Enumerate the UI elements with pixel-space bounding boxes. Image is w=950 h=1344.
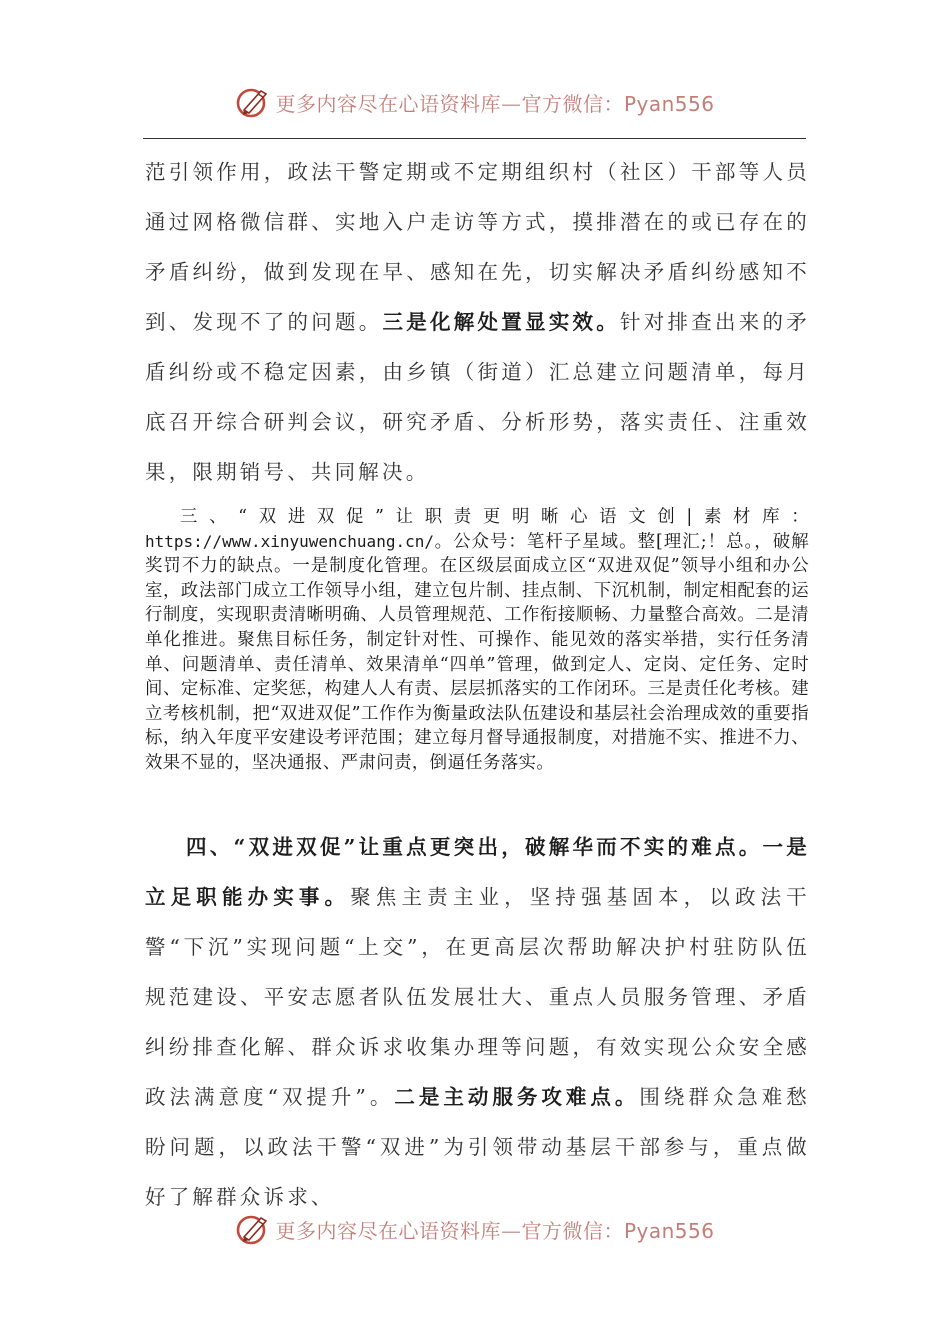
paragraph-3-text-b: 聚焦主责主业，坚持强基固本，以政法干警“下沉”实现问题“上交”，在更高层次帮助解决护村驻防队伍规范建设、平安志愿者队伍发展壮大、重点人员服务管理、矛盾纠纷排查化解、群众诉求收集办理等问题，有效实现公众安全感政法满意度“双提升”。 [145, 885, 810, 1109]
paragraph-3-bold-heading: 四、“双进双促”让重点更突出，破解华而不实的难点。一是立足职能办实事。 [145, 835, 810, 909]
footer-site-text: 更多内容尽在心语资料库 [275, 1218, 501, 1243]
header-wechat-text: 官方微信：Pyan556 [521, 91, 715, 116]
footer-wechat-text: 官方微信：Pyan556 [521, 1218, 715, 1243]
header-divider [143, 138, 806, 139]
header-dash: — [500, 91, 522, 116]
pen-logo-icon [235, 1211, 271, 1247]
footer-banner [0, 1209, 950, 1249]
paragraph-1-bold-heading: 三是化解处置显实效。 [382, 310, 621, 334]
pen-logo-icon [235, 84, 271, 120]
paragraph-1 [145, 147, 810, 497]
paragraph-1-text-c: 针对排查出来的矛盾纠纷或不稳定因素，由乡镇（街道）汇总建立问题清单，每月底召开综合研判会议，研究矛盾、分析形势，落实责任、注重效果，限期销号、共同解决。 [145, 310, 810, 484]
paragraph-1-text-a: 范引领作用，政法干警定期或不定期组织村（社区）干部等人员通过网格微信群、实地入户走访等方式，摸排潜在的或已存在的矛盾纠纷，做到发现在早、感知在先，切实解决矛盾纠纷感知不到、发现不了的问题。 [145, 160, 810, 334]
paragraph-3 [145, 822, 810, 1222]
paragraph-2-url: https://www.xinyuwenchuang.cn/ [145, 531, 434, 551]
paragraph-2-text-a: 三、“双进双促”让职责更明晰心语文创|素材库： [180, 507, 809, 527]
paragraph-2-text-b: 。公众号：笔杆子星域。整[理汇;！总。，破解奖罚不力的缺点。一是制度化管理。在区级层面成立区“双进双促”领导小组和办公室，政法部门成立工作领导小组，建立包片制、挂点制、下沉机制，制定相配套的运行制度，实现职责清晰明确、人员管理规范、工作衔接顺畅、力量整合高效。二是清单化推进。聚焦目标任务，制定针对性、可操作、能见效的落实举措，实行任务清单、问题清单、责任清单、效果清单“四单”管理，做到定人、定岗、定任务、定时间、定标准、定奖惩，构建人人有责、层层抓落实的工作闭环。三是责任化考核。建立考核机制，把“双进双促”工作作为衡量政法队伍建设和基层社会治理成效的重要指标，纳入年度平安建设考评范围；建立每月督导通报制度，对措施不实、推进不力、效果不显的，坚决通报、严肃问责，倒逼任务落实。 [145, 531, 809, 773]
paragraph-2 [145, 505, 809, 776]
header-site-text: 更多内容尽在心语资料库 [275, 91, 501, 116]
paragraph-3-bold-subheading: 二是主动服务攻难点。 [394, 1085, 640, 1109]
footer-dash: — [500, 1218, 522, 1243]
paragraph-3-text-d: 围绕群众急难愁盼问题，以政法干警“双进”为引领带动基层干部参与，重点做好了解群众诉求、 [145, 1085, 810, 1209]
header-banner [0, 82, 950, 122]
